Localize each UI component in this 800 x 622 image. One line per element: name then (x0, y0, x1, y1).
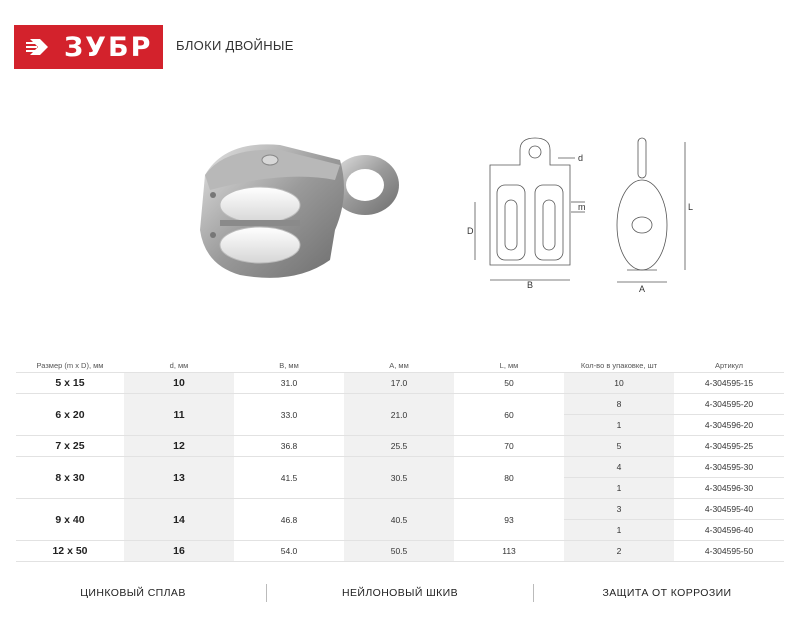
cell-a: 25.5 (344, 436, 454, 457)
cell-b: 54.0 (234, 541, 344, 562)
cell-l: 70 (454, 436, 564, 457)
cell-qty: 8 (564, 394, 674, 415)
cell-a: 50.5 (344, 541, 454, 562)
brand-arrow-icon (26, 37, 56, 57)
dim-label-A: A (639, 284, 646, 294)
cell-qty: 10 (564, 373, 674, 394)
cell-size: 7 x 25 (16, 436, 124, 457)
cell-size: 5 x 15 (16, 373, 124, 394)
cell-sku: 4-304595-50 (674, 541, 784, 562)
dim-label-d: d (578, 153, 584, 163)
col-header-d: d, мм (169, 360, 189, 370)
cell-d: 14 (124, 499, 234, 541)
cell-d: 10 (124, 373, 234, 394)
cell-sku: 4-304595-30 (674, 457, 784, 478)
cell-qty: 5 (564, 436, 674, 457)
cell-d: 13 (124, 457, 234, 499)
cell-size: 9 x 40 (16, 499, 124, 541)
cell-b: 46.8 (234, 499, 344, 541)
col-header-qty: Кол-во в упаковке, шт (580, 360, 658, 370)
cell-qty: 1 (564, 520, 674, 541)
cell-sku: 4-304596-30 (674, 478, 784, 499)
cell-l: 80 (454, 457, 564, 499)
table-row (16, 457, 784, 478)
features-bar (0, 580, 800, 606)
cell-d: 11 (124, 394, 234, 436)
technical-drawing (465, 130, 705, 300)
cell-sku: 4-304595-15 (674, 373, 784, 394)
product-photo (185, 135, 415, 295)
brand-logo (14, 25, 163, 69)
cell-l: 50 (454, 373, 564, 394)
table-row (16, 541, 784, 562)
cell-sku: 4-304595-25 (674, 436, 784, 457)
feature-nylon-pulley: НЕЙЛОНОВЫЙ ШКИВ (342, 587, 458, 599)
cell-size: 6 x 20 (16, 394, 124, 436)
cell-qty: 1 (564, 478, 674, 499)
table-row (16, 436, 784, 457)
cell-a: 17.0 (344, 373, 454, 394)
cell-l: 113 (454, 541, 564, 562)
col-header-a: A, мм (389, 360, 409, 370)
cell-b: 36.8 (234, 436, 344, 457)
cell-b: 33.0 (234, 394, 344, 436)
col-header-l: L, мм (499, 360, 519, 370)
cell-qty: 2 (564, 541, 674, 562)
brand-name: ЗУБР (64, 31, 153, 63)
col-header-b: B, мм (279, 360, 299, 370)
cell-sku: 4-304595-20 (674, 394, 784, 415)
cell-qty: 4 (564, 457, 674, 478)
table-row (16, 394, 784, 415)
spec-table (16, 358, 784, 562)
cell-d: 16 (124, 541, 234, 562)
cell-size: 12 x 50 (16, 541, 124, 562)
dim-label-L: L (688, 202, 694, 212)
table-row (16, 499, 784, 520)
cell-qty: 3 (564, 499, 674, 520)
cell-l: 93 (454, 499, 564, 541)
table-header-row (16, 358, 784, 373)
cell-sku: 4-304596-20 (674, 415, 784, 436)
cell-b: 41.5 (234, 457, 344, 499)
cell-a: 30.5 (344, 457, 454, 499)
page-title: БЛОКИ ДВОЙНЫЕ (176, 38, 294, 53)
dim-label-D: D (467, 226, 474, 236)
cell-a: 21.0 (344, 394, 454, 436)
feature-zinc-alloy: ЦИНКОВЫЙ СПЛАВ (80, 587, 186, 599)
cell-a: 40.5 (344, 499, 454, 541)
cell-l: 60 (454, 394, 564, 436)
cell-d: 12 (124, 436, 234, 457)
cell-sku: 4-304595-40 (674, 499, 784, 520)
cell-size: 8 x 30 (16, 457, 124, 499)
col-header-sku: Артикул (715, 360, 743, 370)
col-header-size: Размер (m x D), мм (36, 360, 104, 370)
dim-label-B: B (527, 280, 534, 290)
cell-qty: 1 (564, 415, 674, 436)
dim-label-m: m (578, 202, 586, 212)
cell-b: 31.0 (234, 373, 344, 394)
table-row (16, 373, 784, 394)
cell-sku: 4-304596-40 (674, 520, 784, 541)
feature-corrosion-protection: ЗАЩИТА ОТ КОРРОЗИИ (602, 587, 732, 599)
